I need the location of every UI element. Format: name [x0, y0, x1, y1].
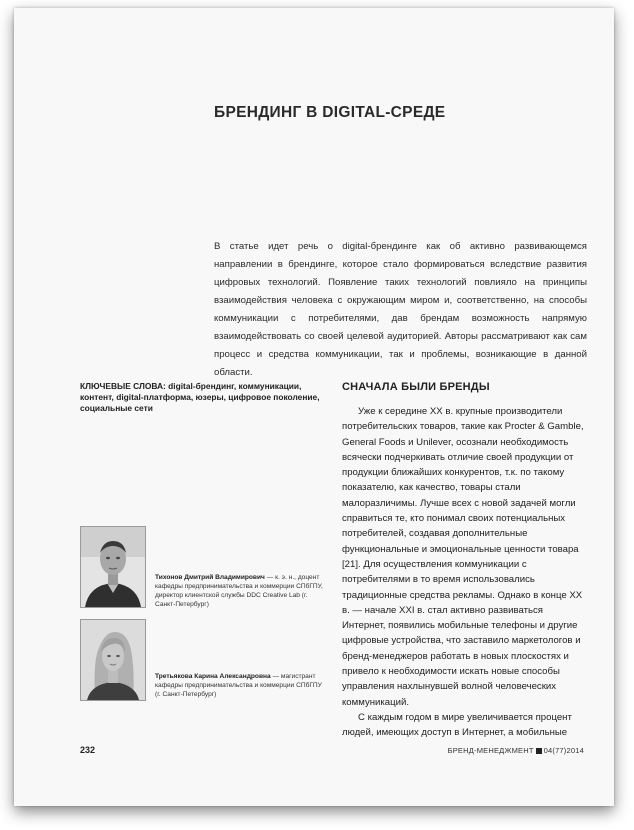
section-heading: СНАЧАЛА БЫЛИ БРЕНДЫ	[342, 381, 490, 393]
square-separator-icon	[536, 748, 542, 754]
author-name: Тихонов Дмитрий Владимирович	[155, 574, 265, 581]
author-info	[155, 573, 325, 609]
journal-page	[14, 8, 614, 806]
author-info	[155, 672, 325, 699]
author-photo-tretyakova	[80, 619, 146, 701]
author-details: — к. э. н., доцент кафедры предпринимательства и коммерции СПбГПУ, директор клиентской службы DDC Creative Lab (г. Санкт-Петербург)	[155, 574, 323, 608]
article-title: БРЕНДИНГ В DIGITAL-СРЕДЕ	[214, 104, 446, 121]
keywords: КЛЮЧЕВЫЕ СЛОВА: digital-брендинг, коммуникации, контент, digital-платформа, юзеры, цифровое поколение, социальные сети	[80, 381, 320, 413]
paragraph: Уже к середине XX в. крупные производители потребительских товаров, такие как Procter & Gamble, General Foods и Unilever, осознали необходимость всячески подчеркивать отличие своей продукции от продукции ближайших конкурентов, т.к. по такому показателю, как качество, товары стали малоразличимы. Лучше всех с новой задачей могли справиться те, кто понимал своих потенциальных потребителей, создавая дополнительные функциональные и эмоциональные ценности товара [21]. Для осуществления коммуникации с потребителями в то время использовались традиционные средства рекламы. Однако в конце XX в. — начале XXI в. стал активно развиваться Интернет, появились мобильные телефоны и другие цифровые устройства, что заставило маркетологов и бренд-менеджеров работать в новых плоскостях и привело к необходимости искать новые способы управления нахлынувшей волной человеческих коммуникаций.	[342, 406, 584, 708]
author-photo-tikhonov	[80, 526, 146, 608]
body-text	[342, 404, 584, 741]
author-details: — магистрант кафедры предпринимательства и коммерции СПбГПУ (г. Санкт-Петербург)	[155, 673, 322, 698]
author-name: Третьякова Карина Александровна	[155, 673, 271, 680]
journal-footer	[448, 746, 584, 755]
page-number: 232	[80, 745, 96, 755]
journal-issue: 04(77)2014	[543, 746, 584, 755]
article-abstract: В статье идет речь о digital-брендинге как об активно развивающемся направлении в брендинге, которое стало формироваться вследствие развития цифровых технологий. Появление таких технологий повлияло на принципы взаимодействия человека с окружающим миром и, соответственно, на способы коммуникации с потребителями, дав брендам возможность напрямую взаимодействовать со своей целевой аудиторией. Авторы рассматривают как сам процесс и средства коммуникации, так и проблемы, возникающие в данной области.	[214, 241, 587, 378]
paragraph: С каждым годом в мире увеличивается процент людей, имеющих доступ в Интернет, а мобильные	[342, 711, 572, 739]
journal-name: БРЕНД-МЕНЕДЖМЕНТ	[447, 746, 534, 755]
